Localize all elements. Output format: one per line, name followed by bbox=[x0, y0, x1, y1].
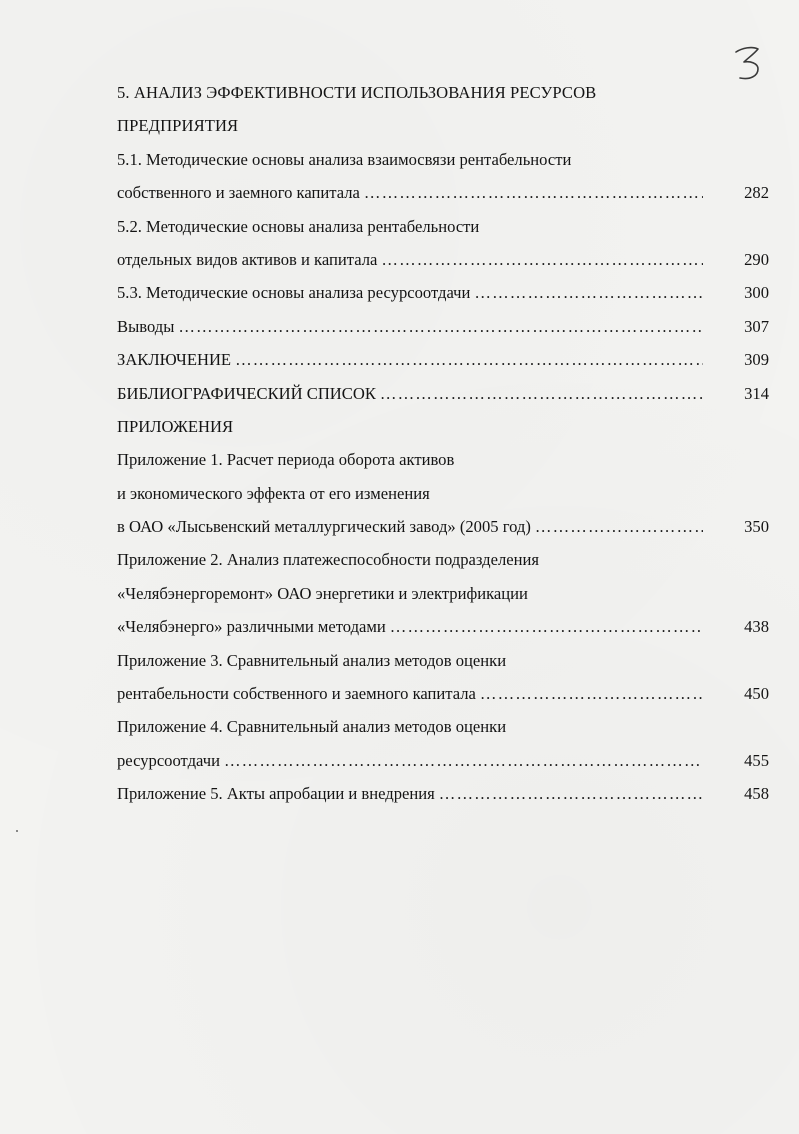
section-title-line-1: 5. АНАЛИЗ ЭФФЕКТИВНОСТИ ИСПОЛЬЗОВАНИЯ РЕСУРСОВ bbox=[117, 83, 597, 102]
toc-entry-label: Приложение 5. Акты апробации и внедрения bbox=[117, 784, 435, 804]
toc-entry-label: рентабельности собственного и заемного капитала bbox=[117, 684, 476, 704]
toc-entry-conclusions bbox=[117, 310, 769, 343]
toc-entry-label: «Челябэнерго» различными методами bbox=[117, 617, 386, 637]
scan-speck bbox=[16, 830, 18, 832]
dot-leader bbox=[480, 677, 703, 710]
toc-entry-label: Выводы bbox=[117, 316, 175, 336]
page-number: 450 bbox=[744, 684, 769, 704]
toc-entry-appendix-3 bbox=[117, 677, 769, 710]
dot-leader bbox=[439, 777, 703, 810]
toc-entry-appendix-2 bbox=[117, 610, 769, 643]
toc-entry-label: ЗАКЛЮЧЕНИЕ bbox=[117, 350, 232, 370]
toc-entry-appendix-3-line-1: Приложение 3. Сравнительный анализ методов оценки bbox=[117, 650, 507, 670]
appendices-title: ПРИЛОЖЕНИЯ bbox=[117, 416, 234, 436]
toc-entry-appendix-4 bbox=[117, 744, 769, 777]
toc-entry-appendix-1-line-2: и экономического эффекта от его изменения bbox=[117, 483, 430, 503]
toc-entry-5-2 bbox=[117, 243, 769, 276]
dot-leader bbox=[381, 243, 703, 276]
toc-entry-final-conclusion bbox=[117, 343, 769, 376]
toc-entry-appendix-2-line-2: «Челябэнергоремонт» ОАО энергетики и электрификации bbox=[117, 583, 528, 603]
page-number: 307 bbox=[744, 316, 769, 336]
toc-entry-label: 5.3. Методические основы анализа ресурсоотдачи bbox=[117, 283, 471, 303]
dot-leader bbox=[224, 744, 703, 777]
toc-entry-label: БИБЛИОГРАФИЧЕСКИЙ СПИСОК bbox=[117, 383, 376, 403]
toc-entry-label: собственного и заемного капитала bbox=[117, 183, 360, 203]
page-number: 455 bbox=[744, 750, 769, 770]
dot-leader bbox=[390, 610, 703, 643]
toc-entry-label: отдельных видов активов и капитала bbox=[117, 249, 378, 269]
page-number: 458 bbox=[744, 784, 769, 804]
page-number: 438 bbox=[744, 617, 769, 637]
toc-entry-appendix-4-line-1: Приложение 4. Сравнительный анализ методов оценки bbox=[117, 717, 507, 737]
section-title-line-2: ПРЕДПРИЯТИЯ bbox=[117, 116, 239, 136]
dot-leader bbox=[535, 510, 703, 543]
table-of-contents bbox=[117, 76, 769, 811]
toc-entry-bibliography bbox=[117, 377, 769, 410]
page-number: 309 bbox=[744, 350, 769, 370]
toc-entry-5-1 bbox=[117, 176, 769, 209]
toc-entry-5-3 bbox=[117, 276, 769, 309]
toc-entry-appendix-5 bbox=[117, 777, 769, 810]
toc-entry-label: ресурсоотдачи bbox=[117, 750, 220, 770]
dot-leader bbox=[235, 343, 703, 376]
toc-entry-label: в ОАО «Лысьвенский металлургический завод» (2005 год) bbox=[117, 517, 531, 537]
toc-entry-appendix-1-line-1: Приложение 1. Расчет периода оборота активов bbox=[117, 450, 455, 470]
dot-leader bbox=[178, 310, 703, 343]
dot-leader bbox=[474, 276, 703, 309]
toc-entry-5-2-line-1: 5.2. Методические основы анализа рентабельности bbox=[117, 216, 480, 236]
page-number: 300 bbox=[744, 283, 769, 303]
page-number: 350 bbox=[744, 517, 769, 537]
page-number: 314 bbox=[744, 383, 769, 403]
page-number: 282 bbox=[744, 183, 769, 203]
page-number: 290 bbox=[744, 249, 769, 269]
toc-entry-appendix-1 bbox=[117, 510, 769, 543]
dot-leader bbox=[364, 176, 703, 209]
dot-leader bbox=[380, 377, 703, 410]
toc-entry-5-1-line-1: 5.1. Методические основы анализа взаимосвязи рентабельности bbox=[117, 149, 572, 169]
toc-entry-appendix-2-line-1: Приложение 2. Анализ платежеспособности подразделения bbox=[117, 550, 539, 570]
